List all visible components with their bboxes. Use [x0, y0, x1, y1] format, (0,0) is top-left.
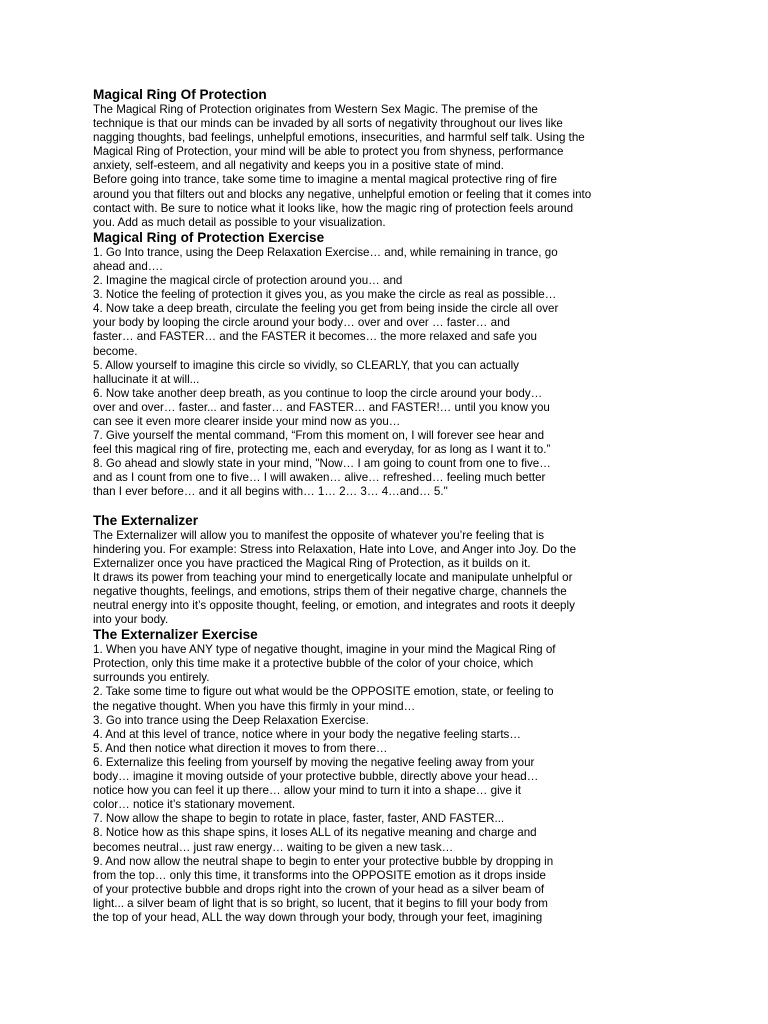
section-spacer [93, 500, 653, 513]
text-line: of your protective bubble and drops right into the crown of your head as a silver beam of [93, 882, 545, 896]
section-heading: Magical Ring of Protection Exercise [93, 229, 325, 245]
text-line: becomes neutral… just raw energy… waiting to be given a new task… [93, 840, 454, 854]
text-line: neutral energy into it’s opposite thought, feeling, or emotion, and integrates and roots it deeply [93, 599, 575, 612]
text-line: 1. When you have ANY type of negative thought, imagine in your mind the Magical Ring of [93, 643, 556, 657]
section-externalizer-exercise [93, 627, 653, 925]
text-line: around you that filters out and blocks any negative, unhelpful emotion or feeling that it comes into [93, 187, 592, 201]
text-line: from the top… only this time, it transforms into the OPPOSITE emotion as it drops inside [93, 868, 546, 882]
text-line: 7. Now allow the shape to begin to rotate in place, faster, faster, AND FASTER... [93, 812, 505, 826]
text-line: become. [93, 344, 138, 358]
text-line: Protection, only this time make it a protective bubble of the color of your choice, which [93, 657, 534, 671]
text-line: 1. Go Into trance, using the Deep Relaxation Exercise… and, while remaining in trance, go [93, 245, 558, 259]
text-line: color… notice it’s stationary movement. [93, 798, 296, 812]
text-line: the negative thought. When you have this firmly in your mind… [93, 699, 416, 713]
text-line: 6. Externalize this feeling from yourself by moving the negative feeling away from your [93, 755, 535, 769]
text-line: nagging thoughts, bad feelings, unhelpful emotions, insecurities, and harmful self talk. Using the [93, 131, 585, 145]
text-line: hindering you. For example: Stress into Relaxation, Hate into Love, and Anger into Joy. Do the [93, 542, 577, 556]
section-heading: The Externalizer Exercise [93, 627, 258, 643]
text-line: contact with. Be sure to notice what it looks like, how the magic ring of protection feels around [93, 201, 574, 215]
text-line: over and over… faster... and faster… and FASTER… and FASTER!… until you know you [93, 400, 550, 414]
text-line: The Externalizer will allow you to manifest the opposite of whatever you’re feeling that is [93, 528, 545, 542]
section-heading: Magical Ring Of Protection [93, 87, 267, 102]
text-line: 3. Notice the feeling of protection it gives you, as you make the circle as real as possible… [93, 288, 557, 302]
text-line: than I ever before… and it all begins with… 1… 2… 3… 4…and… 5." [93, 485, 448, 499]
text-line: 2. Take some time to figure out what would be the OPPOSITE emotion, state, or feeling to [93, 685, 554, 699]
text-line: 9. And now allow the neutral shape to begin to enter your protective bubble by dropping in [93, 854, 554, 868]
section-externalizer [93, 513, 653, 628]
text-line: faster… and FASTER… and the FASTER it becomes… the more relaxed and safe you [93, 330, 537, 344]
text-line: hallucinate it at will... [93, 372, 200, 386]
text-line: 4. And at this level of trance, notice where in your body the negative feeling starts… [93, 727, 521, 741]
section-heading: The Externalizer [93, 512, 199, 528]
text-line: Magical Ring of Protection, your mind will be able to protect you from shyness, performance [93, 145, 564, 159]
text-line: 6. Now take another deep breath, as you continue to loop the circle around your body… [93, 386, 543, 400]
text-line: light... a silver beam of light that is so bright, so lucent, that it begins to fill your body from [93, 896, 548, 910]
text-line: the top of your head, ALL the way down through your body, through your feet, imagining [93, 910, 543, 924]
text-line: 3. Go into trance using the Deep Relaxation Exercise. [93, 713, 369, 727]
text-line: 7. Give yourself the mental command, “From this moment on, I will forever see hear and [93, 429, 545, 443]
text-line: negative thoughts, feelings, and emotions, strips them of their negative charge, channels the [93, 584, 567, 598]
text-line: Before going into trance, take some time to imagine a mental magical protective ring of fire [93, 173, 557, 187]
text-line: your body by looping the circle around your body… over and over … faster… and [93, 316, 510, 330]
document-body [93, 87, 653, 925]
text-line: notice how you can feel it up there… allow your mind to turn it into a shape… give it [93, 784, 521, 798]
text-line: you. Add as much detail as possible to your visualization. [93, 215, 386, 229]
text-line: can see it even more clearer inside your mind now as you… [93, 414, 401, 428]
text-line: The Magical Ring of Protection originates from Western Sex Magic. The premise of the [93, 103, 538, 116]
text-line: into your body. [93, 613, 169, 627]
text-line: technique is that our minds can be invaded by all sorts of negativity throughout our lives like [93, 117, 563, 131]
text-line: anxiety, self-esteem, and all negativity and keeps you in a positive state of mind. [93, 159, 504, 173]
text-line: ahead and…. [93, 259, 163, 273]
text-line: 8. Go ahead and slowly state in your mind, "Now… I am going to count from one to five… [93, 457, 551, 471]
text-line: feel this magical ring of fire, protecting me, each and everyday, for as long as I want it to.” [93, 443, 551, 457]
section-ring-exercise [93, 230, 653, 500]
text-line: 5. And then notice what direction it moves to from there… [93, 741, 388, 755]
section-ring-of-protection [93, 87, 653, 230]
text-line: and as I count from one to five… I will awaken… alive… refreshed… feeling much better [93, 471, 546, 485]
text-line: 5. Allow yourself to imagine this circle so vividly, so CLEARLY, that you can actually [93, 358, 519, 372]
text-line: body… imagine it moving outside of your protective bubble, directly above your head… [93, 770, 539, 784]
text-line: 4. Now take a deep breath, circulate the feeling you get from being inside the circle all over [93, 302, 559, 316]
text-line: surrounds you entirely. [93, 671, 210, 685]
text-line: 2. Imagine the magical circle of protection around you… and [93, 274, 403, 288]
text-line: 8. Notice how as this shape spins, it loses ALL of its negative meaning and charge and [93, 826, 537, 840]
text-line: Externalizer once you have practiced the Magical Ring of Protection, as it builds on it. [93, 556, 531, 570]
text-line: It draws its power from teaching your mind to energetically locate and manipulate unhelpful or [93, 570, 573, 584]
